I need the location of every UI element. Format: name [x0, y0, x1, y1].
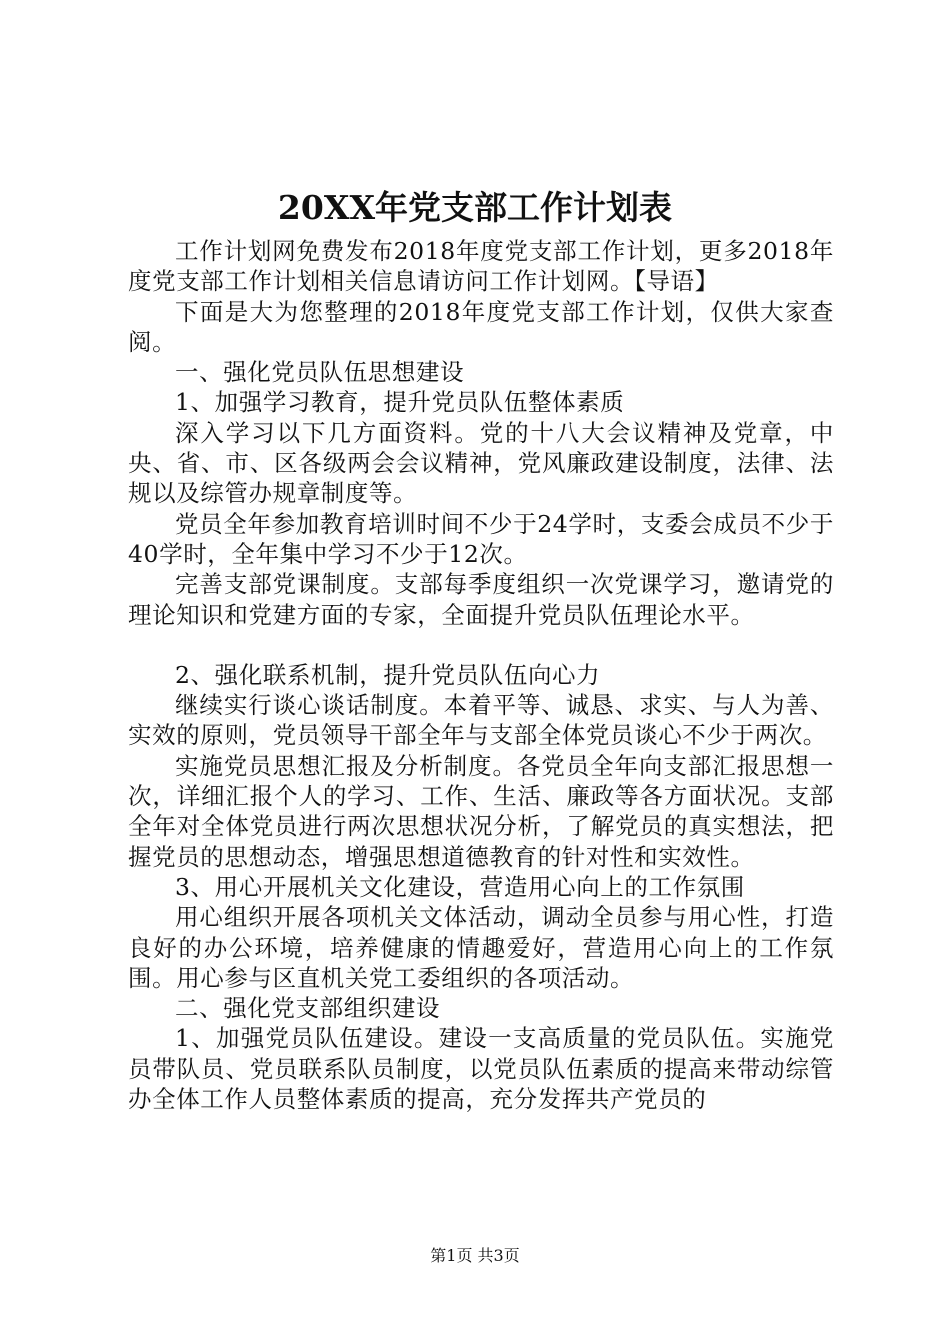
intro-paragraph: 下面是大为您整理的2018年度党支部工作计划，仅供大家查阅。	[128, 297, 834, 356]
intro-paragraph: 工作计划网免费发布2018年度党支部工作计划，更多2018年度党支部工作计划相关信息请访问工作计划网。【导语】	[128, 237, 834, 296]
subsection-heading: 1、加强学习教育，提升党员队伍整体素质	[175, 388, 625, 417]
body-paragraph: 继续实行谈心谈话制度。本着平等、诚恳、求实、与人为善、实效的原则，党员领导干部全年与支部全体党员谈心不少于两次。	[128, 691, 834, 750]
body-paragraph: 深入学习以下几方面资料。党的十八大会议精神及党章，中央、省、市、区各级两会会议精神，党风廉政建设制度，法律、法规以及综管办规章制度等。	[128, 418, 834, 508]
subsection-heading: 3、用心开展机关文化建设，营造用心向上的工作氛围	[175, 872, 745, 901]
subsection-heading: 2、强化联系机制，提升党员队伍向心力	[175, 660, 601, 689]
body-paragraph: 完善支部党课制度。支部每季度组织一次党课学习，邀请党的理论知识和党建方面的专家，全面提升党员队伍理论水平。	[128, 570, 834, 629]
section-heading: 二、强化党支部组织建设	[175, 994, 441, 1023]
body-paragraph: 1、加强党员队伍建设。建设一支高质量的党员队伍。实施党员带队员、党员联系队员制度，以党员队伍素质的提高来带动综管办全体工作人员整体素质的提高，充分发挥共产党员的	[128, 1024, 834, 1114]
body-paragraph: 实施党员思想汇报及分析制度。各党员全年向支部汇报思想一次，详细汇报个人的学习、工作、生活、廉政等各方面状况。支部全年对全体党员进行两次思想状况分析，了解党员的真实想法，把握党员的思想动态，增强思想道德教育的针对性和实效性。	[128, 751, 834, 871]
page-footer: 第1页 共3页	[430, 1246, 520, 1265]
body-paragraph: 用心组织开展各项机关文体活动，调动全员参与用心性，打造良好的办公环境，培养健康的情趣爱好，营造用心向上的工作氛围。用心参与区直机关党工委组织的各项活动。	[128, 903, 834, 992]
section-heading: 一、强化党员队伍思想建设	[175, 358, 465, 387]
document-body	[128, 236, 834, 1114]
document-title: 20XX年党支部工作计划表	[277, 188, 673, 227]
body-paragraph: 党员全年参加教育培训时间不少于24学时，支委会成员不少于40学时，全年集中学习不少于12次。	[128, 509, 834, 568]
